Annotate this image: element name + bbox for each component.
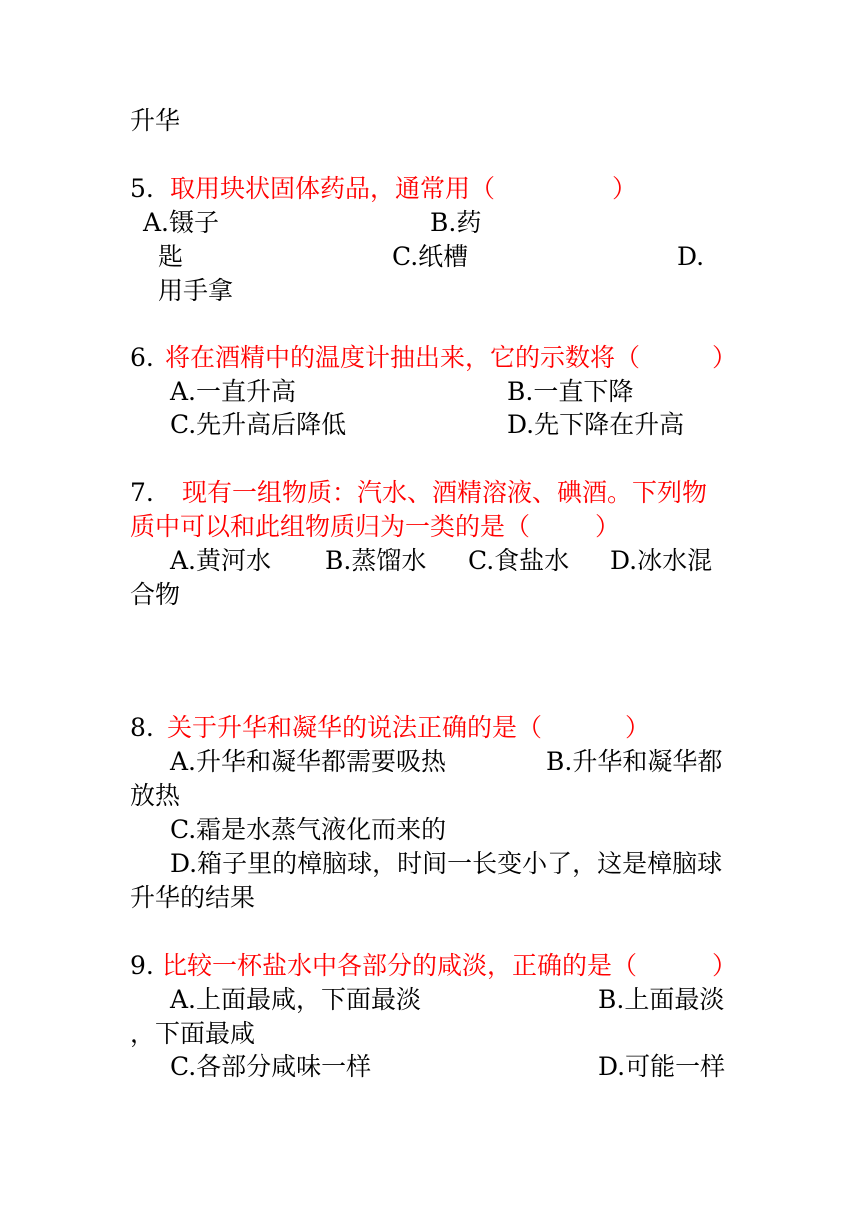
option-d: D.箱子里的樟脑球，时间一长变小了，这是樟脑球 xyxy=(170,849,723,878)
answer-bracket-close: ） xyxy=(595,512,621,541)
option-a: A.上面最咸，下面最淡 xyxy=(170,985,422,1014)
question-stem: 将在酒精中的温度计抽出来，它的示数将（ xyxy=(165,343,641,372)
answer-bracket-close: ） xyxy=(712,343,738,372)
answer-bracket-close: ） xyxy=(612,174,638,203)
option-a: A.黄河水 xyxy=(170,546,272,575)
question-number: 7. xyxy=(130,478,154,507)
option-d: D.冰水混 xyxy=(610,546,713,575)
question-stem: 取用块状固体药品，通常用（ xyxy=(170,174,496,203)
option-b-continued: ，下面最咸 xyxy=(130,1019,256,1048)
option-b-continued: 匙 xyxy=(158,242,184,271)
option-c: C.纸槽 xyxy=(392,242,469,271)
question-number: 6. xyxy=(130,343,154,372)
option-d-continued: 升华的结果 xyxy=(130,883,256,912)
question-number: 9. xyxy=(130,951,154,980)
option-c: C.霜是水蒸气液化而来的 xyxy=(170,815,447,844)
option-d: D.可能一样 xyxy=(598,1052,726,1081)
option-c: C.食盐水 xyxy=(468,546,570,575)
question-number: 5. xyxy=(130,174,154,203)
option-d: D.先下降在升高 xyxy=(507,410,685,439)
answer-bracket-close: ） xyxy=(625,713,651,742)
option-b: B.上面最淡 xyxy=(598,985,725,1014)
option-b: B.一直下降 xyxy=(507,377,634,406)
question-stem: 比较一杯盐水中各部分的咸淡，正确的是（ xyxy=(162,951,638,980)
carry-over-text: 升华 xyxy=(130,106,181,135)
question-stem-continued: 质中可以和此组物质归为一类的是（ xyxy=(130,512,531,541)
answer-bracket-close: ） xyxy=(712,951,738,980)
option-b: B.升华和凝华都 xyxy=(546,747,723,776)
option-b: B.蒸馏水 xyxy=(325,546,427,575)
question-stem: 关于升华和凝华的说法正确的是（ xyxy=(167,713,543,742)
option-a: A.镊子 xyxy=(143,208,220,237)
option-a: A.一直升高 xyxy=(170,377,297,406)
option-d-continued: 用手拿 xyxy=(158,276,234,305)
option-c: C.先升高后降低 xyxy=(170,410,347,439)
option-d: D. xyxy=(677,242,705,271)
question-number: 8. xyxy=(130,713,154,742)
option-a: A.升华和凝华都需要吸热 xyxy=(170,747,447,776)
option-b: B.药 xyxy=(430,208,482,237)
question-stem: 现有一组物质：汽水、酒精溶液、碘酒。下列物 xyxy=(182,478,708,507)
option-b-continued: 放热 xyxy=(130,781,181,810)
option-d-continued: 合物 xyxy=(130,580,181,609)
option-c: C.各部分咸味一样 xyxy=(170,1052,372,1081)
